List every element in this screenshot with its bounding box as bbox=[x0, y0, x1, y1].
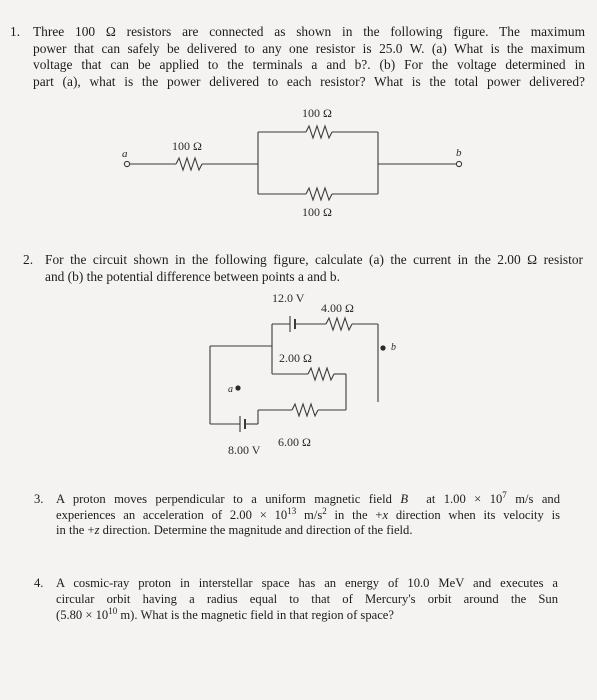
problem-line: circular orbit having a radius equal to that of Mercury's orbit around the Sun bbox=[56, 591, 558, 606]
problem-text bbox=[56, 576, 558, 623]
problem-line: A proton moves perpendicular to a uniform magnetic field B⃗ at $1.00 \times 10^7$ m/s and bbox=[56, 489, 561, 506]
point-b-node bbox=[380, 345, 385, 350]
resistor-6-ohm-label: 6.00 Ω bbox=[278, 435, 311, 449]
problem-line: ($5.80 \times 10^{10}$ m). What is the magnetic field in that region of space? bbox=[56, 605, 394, 622]
point-a-label: a bbox=[228, 384, 233, 395]
terminal-b-node bbox=[456, 161, 461, 166]
problem-text bbox=[56, 489, 561, 539]
resistor-2-ohm bbox=[308, 368, 334, 380]
problem-number: 4. bbox=[34, 576, 44, 590]
terminal-b-label: b bbox=[456, 147, 462, 159]
problem-line: and (b) the potential difference between points a and b. bbox=[45, 268, 340, 284]
problem-number: 1. bbox=[10, 24, 21, 39]
resistor-4-ohm-label: 4.00 Ω bbox=[321, 301, 354, 315]
resistor-2-ohm-label: 2.00 Ω bbox=[279, 351, 312, 365]
point-a-node bbox=[235, 385, 240, 390]
terminal-a-node bbox=[124, 161, 129, 166]
bottom-resistor-label: 100 Ω bbox=[302, 205, 332, 219]
problem-line: voltage that can be applied to the terminals a and b?. (b) For the voltage determined in bbox=[33, 57, 585, 72]
problem-line: experiences an acceleration of $2.00 \times 10^{13}$ $m/s^2$ in the +x direction when its velocity is bbox=[56, 505, 560, 522]
resistor-6-ohm bbox=[292, 404, 318, 416]
top-resistor bbox=[306, 126, 332, 138]
problem-line: in the +z direction. Determine the magnitude and direction of the field. bbox=[56, 523, 413, 537]
magnetic-field-vector-symbol: B⃗ bbox=[400, 492, 418, 506]
problem-text bbox=[45, 252, 583, 285]
terminal-a-label: a bbox=[122, 148, 128, 160]
top-resistor-label: 100 Ω bbox=[302, 106, 332, 120]
problem-line: Three 100 Ω resistors are connected as shown in the following figure. The maximum bbox=[33, 24, 585, 39]
left-resistor bbox=[176, 158, 202, 170]
problem-line: A cosmic-ray proton in interstellar space has an energy of 10.0 MeV and executes a bbox=[56, 576, 558, 590]
circuit-diagram-1 bbox=[0, 100, 597, 230]
resistor-4-ohm bbox=[326, 318, 352, 330]
circuit-diagram-2 bbox=[0, 288, 597, 468]
problem-line: For the circuit shown in the following figure, calculate (a) the current in the 2.00 Ω resistor bbox=[45, 252, 583, 267]
problem-number: 2. bbox=[23, 252, 34, 267]
problem-line: power that can safely be delivered to any one resistor is 25.0 W. (a) What is the maximum bbox=[33, 40, 585, 56]
problem-text bbox=[33, 24, 585, 90]
problem-number: 3. bbox=[34, 492, 44, 506]
battery-top-label: 12.0 V bbox=[272, 291, 305, 305]
bottom-resistor bbox=[306, 188, 332, 200]
battery-bottom-label: 8.00 V bbox=[228, 443, 261, 457]
problem-line: part (a), what is the power delivered to each resistor? What is the total power delivered? bbox=[33, 73, 585, 89]
point-b-label: b bbox=[391, 342, 396, 353]
left-resistor-label: 100 Ω bbox=[172, 139, 202, 153]
